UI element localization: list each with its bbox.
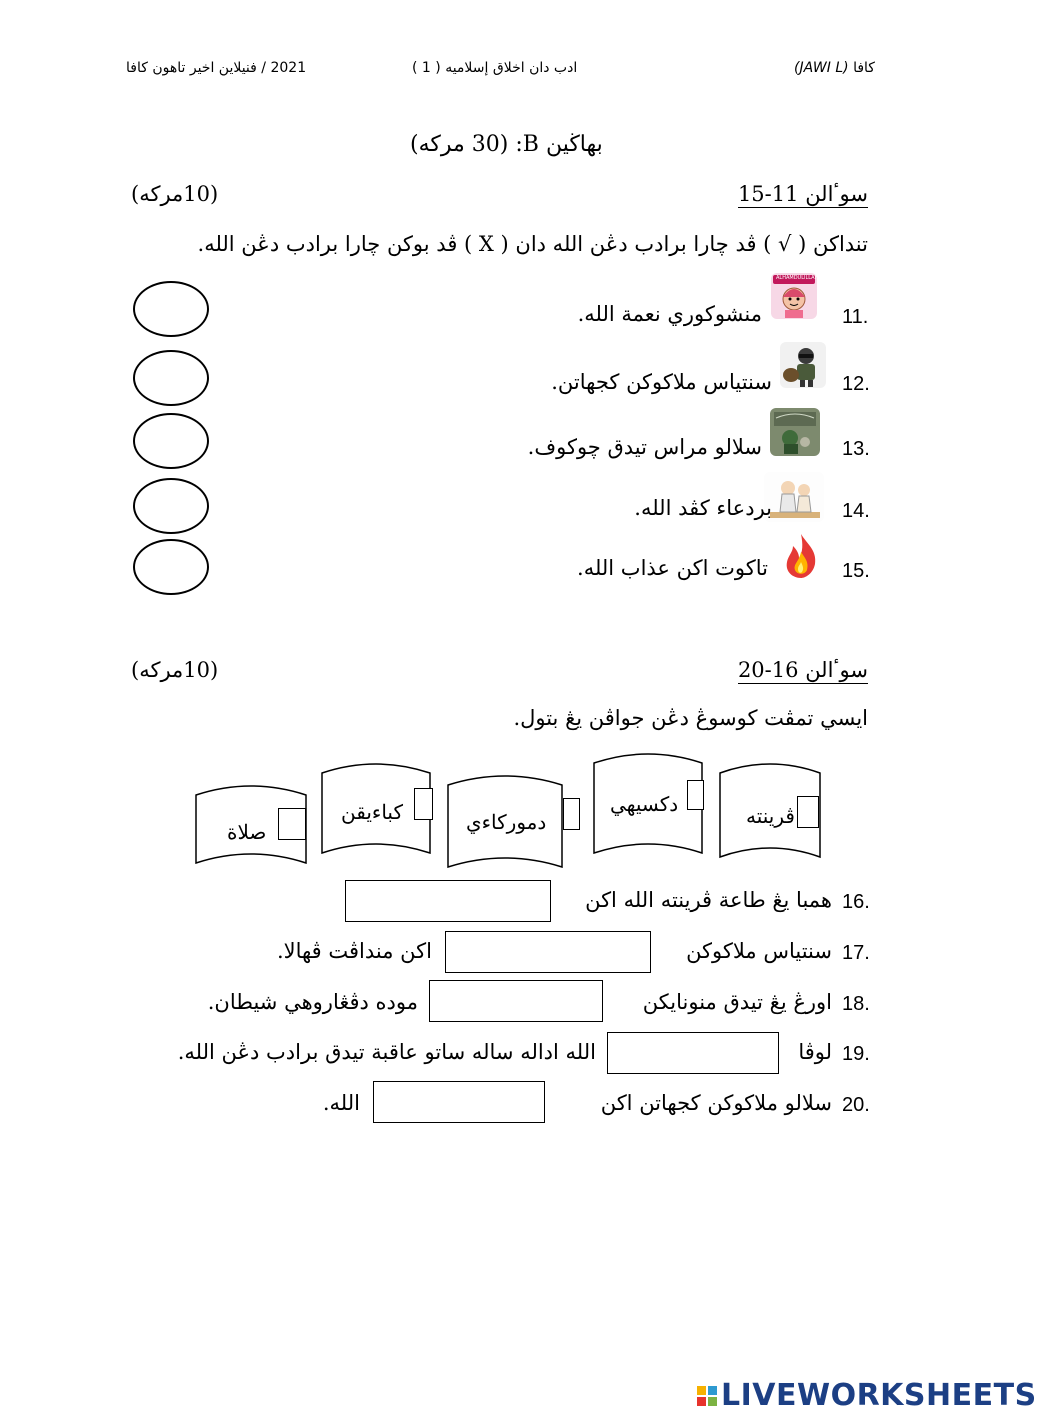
item-text-before: سنتياس ملاكوكن (686, 939, 832, 963)
item-text-before: سلالو ملاكوكن كجهاتن اكن (600, 1091, 832, 1115)
praying-children-icon (764, 472, 824, 522)
item-number: 17. (842, 942, 870, 964)
option-check-box[interactable] (278, 808, 306, 840)
part2-heading: سوٴالن 16-20 (737, 658, 868, 682)
part2-instruction: ايسي تمڤت كوسوڠ دڠن جواڤن يڠ بتول. (513, 706, 868, 730)
header-right (794, 60, 875, 76)
option-check-box[interactable] (414, 788, 433, 820)
header-right-code: (JAWI L) (794, 60, 849, 76)
option-check-box[interactable] (687, 780, 704, 810)
answer-oval-15[interactable] (133, 539, 209, 595)
thief-icon (780, 342, 826, 388)
item-text: سنتياس ملاكوكن كجهاتن. (551, 370, 772, 394)
item-text-before: لوڤا (798, 1040, 832, 1064)
item-text-before: همبا يڠ طاعة ڤرينته الله اكن (585, 888, 832, 912)
part2-marks: (10مركه) (131, 658, 219, 682)
item-text-before: اورڠ يڠ تيدق منونايكن (642, 990, 832, 1014)
item-text-after: الله. (322, 1091, 360, 1115)
greed-icon (770, 408, 820, 456)
alhamdulillah-badge: ALHAMDULILLAH (776, 275, 819, 281)
item-number: 20. (842, 1094, 870, 1116)
answer-input-17[interactable] (445, 931, 651, 973)
header-left: 2021 / فنيلاين اخير تاهون كافا (126, 60, 307, 76)
answer-oval-11[interactable] (133, 281, 209, 337)
option-word: صلاة (227, 820, 267, 844)
option-word: ڤرينته (746, 804, 795, 828)
item-text-after: الله اداله ساله ساتو عاقبة تيدق برادب دڠن الله. (177, 1040, 596, 1064)
answer-oval-14[interactable] (133, 478, 209, 534)
item-number: 16. (842, 891, 870, 913)
answer-input-19[interactable] (607, 1032, 779, 1074)
item-text: بردعاء كڤد الله. (634, 496, 772, 520)
answer-input-16[interactable] (345, 880, 551, 922)
item-number: 11. (842, 306, 869, 328)
answer-oval-12[interactable] (133, 350, 209, 406)
item-text: منشوكوري نعمة الله. (577, 302, 762, 326)
item-number: 14. (842, 500, 870, 522)
item-number: 12. (842, 373, 870, 395)
fire-icon (779, 532, 823, 580)
option-word: دكسيهي (610, 792, 679, 816)
header-center: ادب دان اخلاق إسلاميه ( 1 ) (412, 60, 578, 76)
item-number: 13. (842, 438, 870, 460)
liveworksheets-logo (697, 1378, 1037, 1413)
answer-input-20[interactable] (373, 1081, 545, 1123)
item-text: سلالو مراس تيدق چوكوف. (527, 435, 762, 459)
answer-input-18[interactable] (429, 980, 603, 1022)
item-text-after: اكن منداڤت ڤهالا. (276, 939, 432, 963)
item-text: تاكوت اكن عذاب الله. (577, 556, 768, 580)
header-right-prefix: كافا (853, 60, 875, 76)
part1-instruction: تنداكن ( √ ) ڤد چارا برادب دڠن الله دان ( X ) ڤد بوكن چارا برادب دڠن الله. (197, 232, 868, 256)
item-number: 19. (842, 1043, 870, 1065)
item-number: 15. (842, 560, 870, 582)
option-word: كباءيقن (341, 800, 403, 824)
option-word: دموركاءي (466, 810, 547, 834)
item-text-after: موده دڤڠاروهي شيطان. (207, 990, 418, 1014)
item-number: 18. (842, 993, 870, 1015)
answer-oval-13[interactable] (133, 413, 209, 469)
part1-marks: (10مركه) (131, 182, 219, 206)
option-check-box[interactable] (797, 796, 819, 828)
section-title: بهاڬين B: (30 مركه) (410, 132, 603, 157)
brand-text: LIVEWORKSHEETS (721, 1378, 1037, 1413)
logo-squares-icon (697, 1386, 717, 1406)
part1-heading: سوٴالن 11-15 (737, 182, 868, 206)
option-check-box[interactable] (563, 798, 580, 830)
